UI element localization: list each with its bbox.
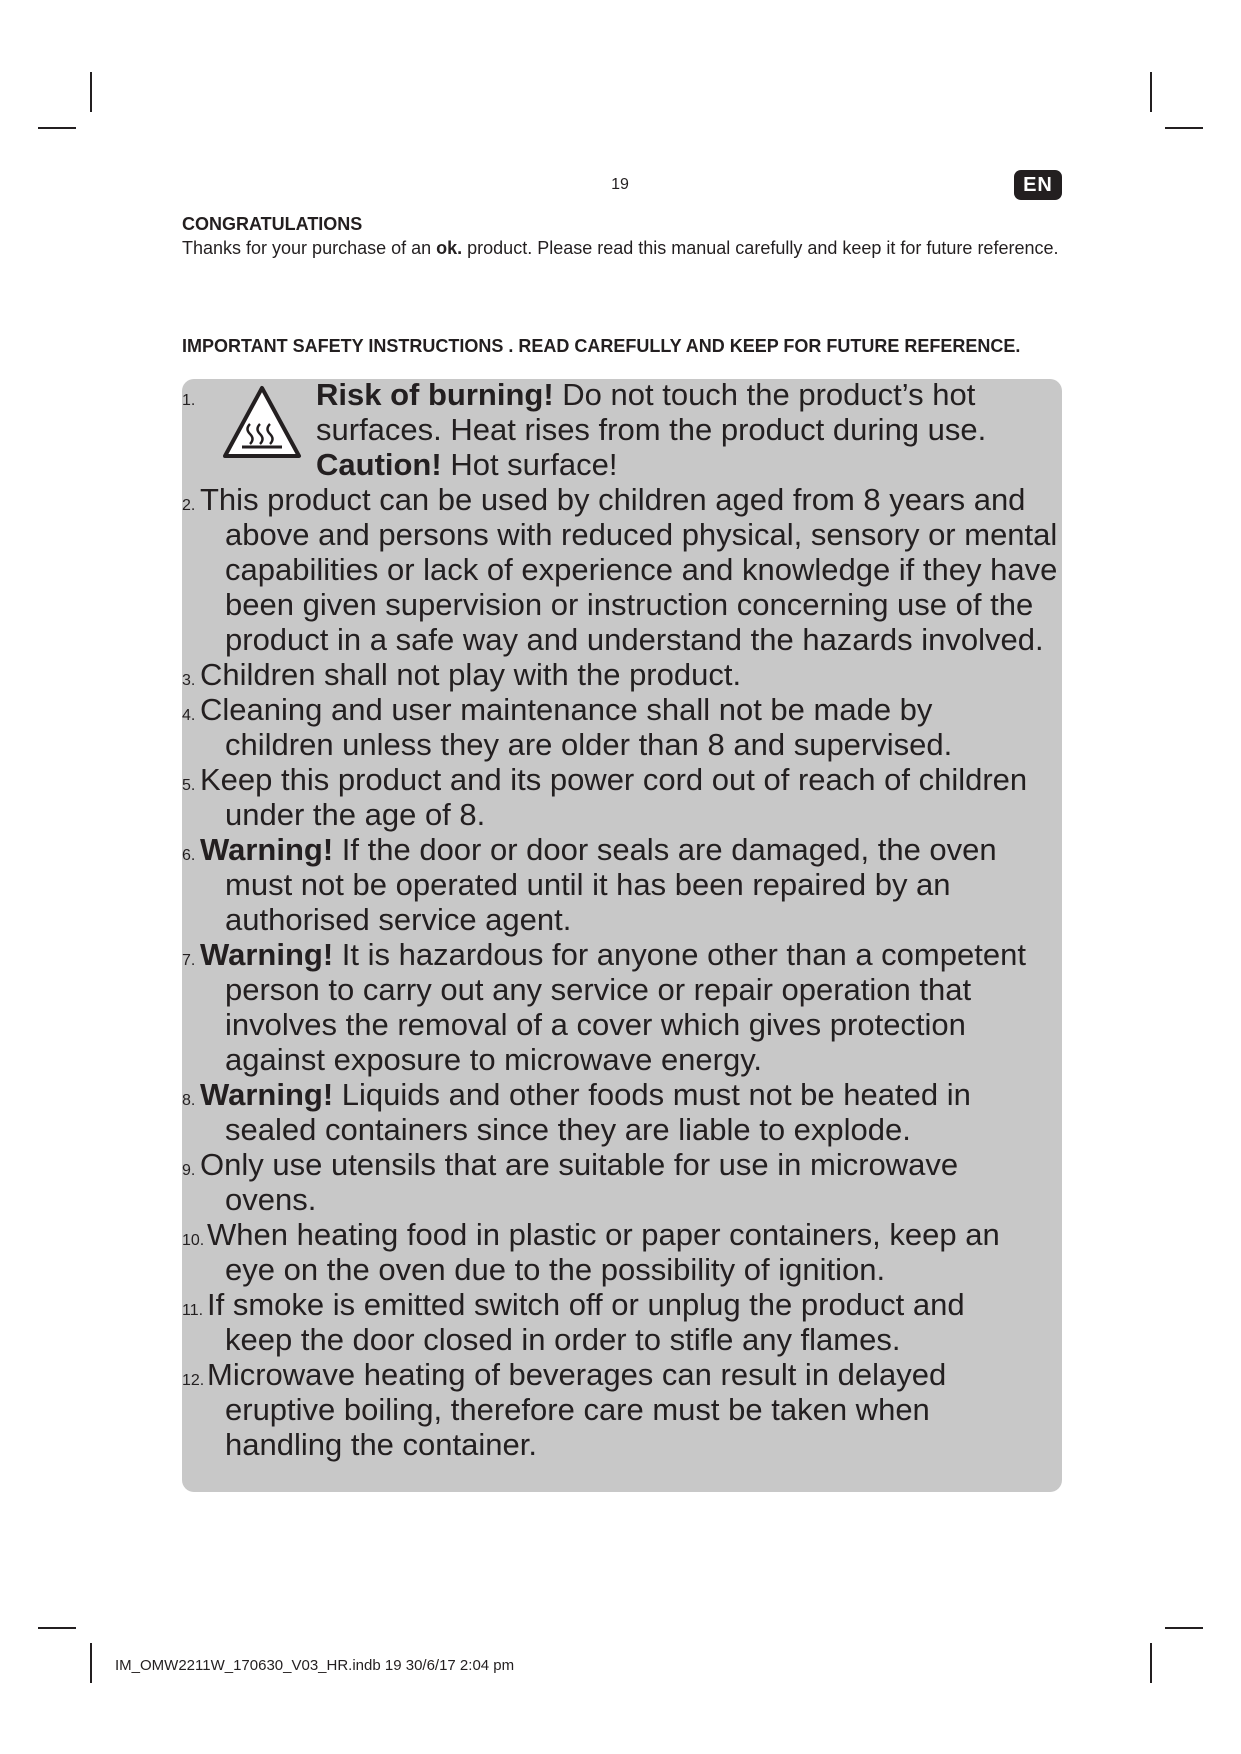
intro-text-after: product. Please read this manual carefully and keep it for future reference. — [462, 238, 1059, 258]
item-line: keep the door closed in order to stifle any flames. — [225, 1322, 901, 1357]
item-text: If the door or door seals are damaged, the oven — [333, 832, 997, 867]
item-line: If smoke is emitted switch off or unplug the product and — [207, 1287, 965, 1322]
item-text: Hot surface! — [441, 447, 618, 482]
brand-name: ok. — [436, 238, 463, 258]
item-number: 12. — [182, 1372, 205, 1389]
item-line: product in a safe way and understand the hazards involved. — [225, 622, 1044, 657]
item-line — [200, 832, 997, 868]
crop-mark — [90, 72, 92, 112]
item-line: authorised service agent. — [225, 902, 572, 937]
item-text: It is hazardous for anyone other than a competent — [333, 937, 1026, 972]
item-line: Only use utensils that are suitable for use in microwave — [200, 1147, 959, 1182]
risk-label: Risk of burning! — [316, 377, 554, 412]
hot-surface-warning-icon — [222, 384, 302, 460]
crop-mark — [38, 127, 76, 129]
item-line: sealed containers since they are liable to explode. — [225, 1112, 911, 1147]
item-line: Microwave heating of beverages can result in delayed — [207, 1357, 947, 1392]
item-number: 9. — [182, 1162, 196, 1179]
crop-mark — [38, 1627, 76, 1629]
crop-mark — [1150, 1643, 1152, 1683]
crop-mark — [90, 1643, 92, 1683]
item-number: 4. — [182, 707, 196, 724]
congrats-text — [182, 236, 1062, 260]
item-line: children unless they are older than 8 and supervised. — [225, 727, 953, 762]
item-line — [316, 447, 617, 483]
crop-mark — [1165, 127, 1203, 129]
item-line — [200, 937, 1026, 973]
item-line: handling the container. — [225, 1427, 537, 1462]
item-line — [316, 377, 975, 413]
safety-heading: IMPORTANT SAFETY INSTRUCTIONS . READ CAREFULLY AND KEEP FOR FUTURE REFERENCE. — [182, 336, 1021, 356]
warning-label: Warning! — [200, 937, 334, 972]
page-number: 19 — [611, 176, 629, 193]
item-line: This product can be used by children aged from 8 years and — [200, 482, 1026, 517]
item-line: ovens. — [225, 1182, 317, 1217]
item-line: involves the removal of a cover which gives protection — [225, 1007, 966, 1042]
item-line: eye on the oven due to the possibility of ignition. — [225, 1252, 886, 1287]
warning-label: Warning! — [200, 832, 334, 867]
item-number: 10. — [182, 1232, 205, 1249]
item-number: 8. — [182, 1092, 196, 1109]
item-line: eruptive boiling, therefore care must be taken when — [225, 1392, 930, 1427]
item-number: 3. — [182, 672, 196, 689]
item-line: Cleaning and user maintenance shall not be made by — [200, 692, 933, 727]
caution-label: Caution! — [316, 447, 442, 482]
item-line: surfaces. Heat rises from the product during use. — [316, 412, 987, 447]
item-line — [200, 1077, 971, 1113]
item-number: 6. — [182, 847, 196, 864]
item-line: person to carry out any service or repair operation that — [225, 972, 972, 1007]
item-line: must not be operated until it has been repaired by an — [225, 867, 951, 902]
item-line: When heating food in plastic or paper containers, keep an — [207, 1217, 1000, 1252]
warning-label: Warning! — [200, 1077, 334, 1112]
language-badge: EN — [1014, 170, 1062, 200]
item-line: against exposure to microwave energy. — [225, 1042, 763, 1077]
item-line: been given supervision or instruction concerning use of the — [225, 587, 1034, 622]
item-text: Do not touch the product’s hot — [553, 377, 976, 412]
item-line: under the age of 8. — [225, 797, 486, 832]
item-number: 11. — [182, 1302, 204, 1319]
item-text: Liquids and other foods must not be heated in — [333, 1077, 971, 1112]
item-number: 1. — [182, 392, 196, 409]
crop-mark — [1150, 72, 1152, 112]
print-slug: IM_OMW2211W_170630_V03_HR.indb 19 30/6/17 2:04 pm — [115, 1657, 515, 1674]
crop-mark — [1165, 1627, 1203, 1629]
item-line: Keep this product and its power cord out of reach of children — [200, 762, 1028, 797]
item-number: 2. — [182, 497, 196, 514]
item-number: 5. — [182, 777, 196, 794]
item-line: capabilities or lack of experience and knowledge if they have — [225, 552, 1058, 587]
item-number: 7. — [182, 952, 196, 969]
intro-text-before: Thanks for your purchase of an — [182, 238, 437, 258]
item-line: Children shall not play with the product. — [200, 657, 742, 692]
item-line: above and persons with reduced physical, sensory or mental — [225, 517, 1058, 552]
congrats-title: CONGRATULATIONS — [182, 214, 363, 234]
